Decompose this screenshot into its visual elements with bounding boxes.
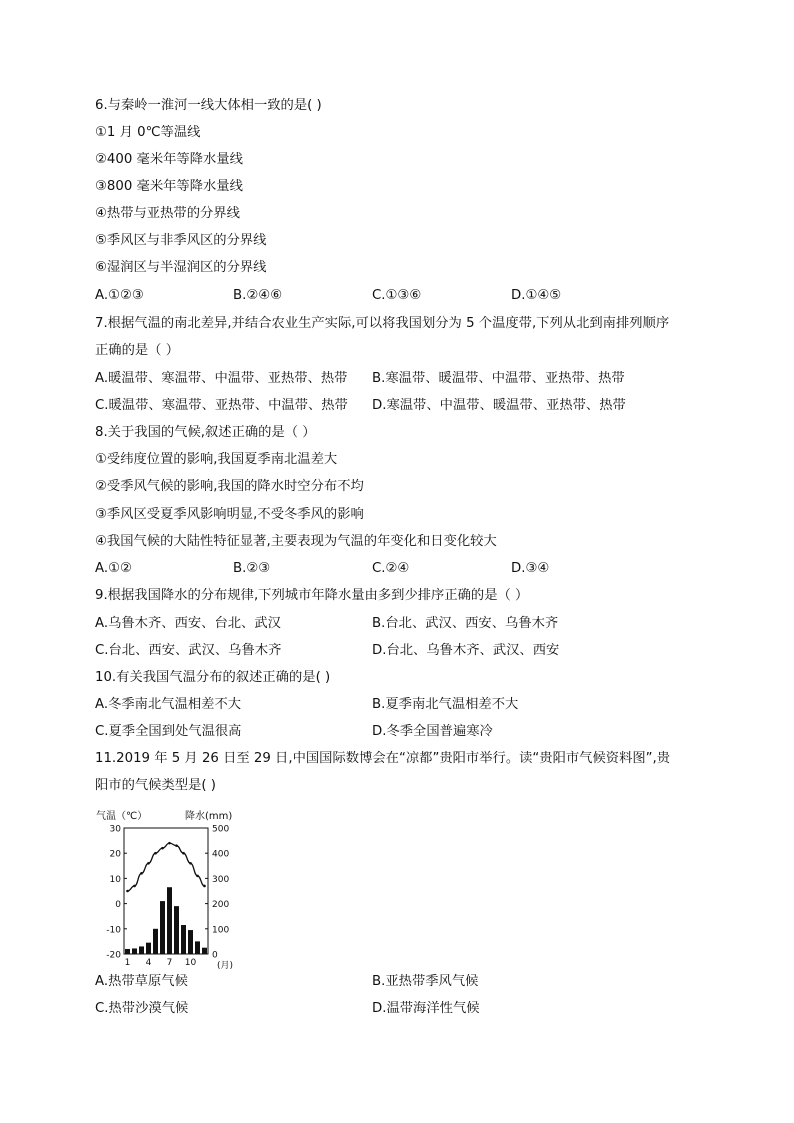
plot-border	[124, 828, 208, 954]
q6-option-d[interactable]: D.①④⑤	[511, 288, 562, 303]
q7-stem: 正确的是（ ）	[95, 343, 180, 358]
q6-item: ③800 毫米年等降水量线	[95, 179, 243, 194]
precipitation-bar	[181, 925, 186, 954]
q6-item: ⑤季风区与非季风区的分界线	[95, 233, 267, 248]
q6-item: ④热带与亚热带的分界线	[95, 206, 240, 221]
chart-frame	[124, 828, 208, 954]
q7-option-d[interactable]: D.寒温带、中温带、暖温带、亚热带、热带	[372, 398, 626, 413]
precipitation-bar	[174, 906, 179, 954]
q6-option-a[interactable]: A.①②③	[95, 288, 144, 303]
temperature-axis-label: 气温（℃）	[96, 811, 148, 822]
temperature-point	[126, 890, 129, 893]
q9-option-b[interactable]: B.台北、武汉、西安、乌鲁木齐	[372, 616, 559, 631]
q10-option-a[interactable]: A.冬季南北气温相差不大	[95, 697, 242, 712]
climate-chart	[90, 806, 250, 972]
q8-item: ④我国气候的大陆性特征显著,主要表现为气温的年变化和日变化较大	[95, 534, 497, 549]
precipitation-tick-label: 200	[212, 900, 230, 911]
q9-option-d[interactable]: D.台北、乌鲁木齐、武汉、西安	[372, 643, 560, 658]
q10-option-d[interactable]: D.冬季全国普遍寒冷	[372, 724, 493, 739]
precipitation-tick-label: 500	[212, 824, 230, 835]
temperature-tick-label: 0	[115, 900, 121, 911]
temperature-tick-label: 20	[109, 849, 121, 860]
q8-stem: 8.关于我国的气候,叙述正确的是（ ）	[95, 425, 316, 440]
q8-option-c[interactable]: C.②④	[372, 561, 410, 576]
temperature-point	[161, 847, 164, 850]
temperature-point	[154, 852, 157, 855]
month-tick-label: 10	[184, 958, 197, 968]
precipitation-tick-label: 100	[212, 925, 230, 936]
precipitation-axis-label: 降水(mm)	[185, 811, 233, 822]
q6-option-c[interactable]: C.①③⑥	[372, 288, 422, 303]
q8-item: ③季风区受夏季风影响明显,不受冬季风的影响	[95, 507, 364, 522]
q10-option-b[interactable]: B.夏季南北气温相差不大	[372, 697, 519, 712]
q7-stem: 7.根据气温的南北差异,并结合农业生产实际,可以将我国划分为 5 个温度带,下列从北到南排列顺序	[95, 316, 670, 331]
q7-option-c[interactable]: C.暖温带、寒温带、亚热带、中温带、热带	[95, 398, 348, 413]
q6-item: ②400 毫米年等降水量线	[95, 152, 243, 167]
temperature-point	[168, 842, 171, 845]
temperature-curve	[128, 843, 205, 891]
q6-stem: 6.与秦岭一淮河一线大体相一致的是( )	[95, 98, 322, 113]
temperature-point	[189, 862, 192, 865]
month-unit-label: (月)	[217, 961, 234, 971]
q8-option-b[interactable]: B.②③	[233, 561, 271, 576]
precipitation-bar	[139, 946, 144, 954]
q9-stem: 9.根据我国降水的分布规律,下列城市年降水量由多到少排序正确的是（ ）	[95, 588, 529, 603]
q6-item: ⑥湿润区与半湿润区的分界线	[95, 260, 267, 275]
q9-option-a[interactable]: A.乌鲁木齐、西安、台北、武汉	[95, 616, 281, 631]
temperature-tick-label: 30	[109, 824, 121, 835]
temperature-point	[182, 852, 185, 855]
q8-option-d[interactable]: D.③④	[511, 561, 550, 576]
precipitation-bar	[160, 901, 165, 954]
temperature-point	[175, 844, 178, 847]
q10-stem: 10.有关我国气温分布的叙述正确的是( )	[95, 670, 331, 685]
month-tick-label: 7	[166, 958, 173, 968]
precipitation-tick-label: 400	[212, 849, 230, 860]
q8-item: ②受季风气候的影响,我国的降水时空分布不均	[95, 479, 364, 494]
q6-item: ①1 月 0℃等温线	[95, 125, 201, 140]
temperature-tick-label: -20	[106, 950, 121, 961]
precipitation-bars	[125, 887, 207, 954]
precipitation-bar	[188, 930, 193, 954]
q7-option-a[interactable]: A.暖温带、寒温带、中温带、亚热带、热带	[95, 371, 348, 386]
temperature-point	[140, 872, 143, 875]
temperature-point	[147, 862, 150, 865]
month-tick-label: 4	[145, 958, 152, 968]
temperature-tick-label: 10	[109, 874, 121, 885]
q8-item: ①受纬度位置的影响,我国夏季南北温差大	[95, 452, 338, 467]
precipitation-bar	[202, 948, 207, 954]
q8-option-a[interactable]: A.①②	[95, 561, 132, 576]
q11-option-b[interactable]: B.亚热带季风气候	[372, 974, 479, 989]
temperature-point	[196, 875, 199, 878]
month-tick-label: 1	[124, 958, 131, 968]
precipitation-bar	[132, 948, 137, 954]
precipitation-tick-label: 0	[212, 950, 218, 961]
temperature-point	[133, 885, 136, 888]
temperature-tick-label: -10	[106, 925, 121, 936]
precipitation-bar	[153, 929, 158, 954]
q11-option-a[interactable]: A.热带草原气候	[95, 974, 188, 989]
temperature-point	[203, 885, 206, 888]
q11-option-d[interactable]: D.温带海洋性气候	[372, 1001, 480, 1016]
q11-option-c[interactable]: C.热带沙漠气候	[95, 1001, 189, 1016]
q11-stem: 阳市的气候类型是( )	[95, 778, 216, 793]
precipitation-bar	[195, 941, 200, 954]
precipitation-bar	[167, 887, 172, 954]
precipitation-tick-label: 300	[212, 874, 230, 885]
q6-option-b[interactable]: B.②④⑥	[233, 288, 283, 303]
q10-option-c[interactable]: C.夏季全国到处气温很高	[95, 724, 242, 739]
temperature-line	[126, 842, 206, 892]
q7-option-b[interactable]: B.寒温带、暖温带、中温带、亚热带、热带	[372, 371, 625, 386]
q11-stem: 11.2019 年 5 月 26 日至 29 日,中国国际数博会在“凉都”贵阳市举行。读“贵阳市气候资料图”,贵	[95, 751, 671, 766]
q9-option-c[interactable]: C.台北、西安、武汉、乌鲁木齐	[95, 643, 282, 658]
